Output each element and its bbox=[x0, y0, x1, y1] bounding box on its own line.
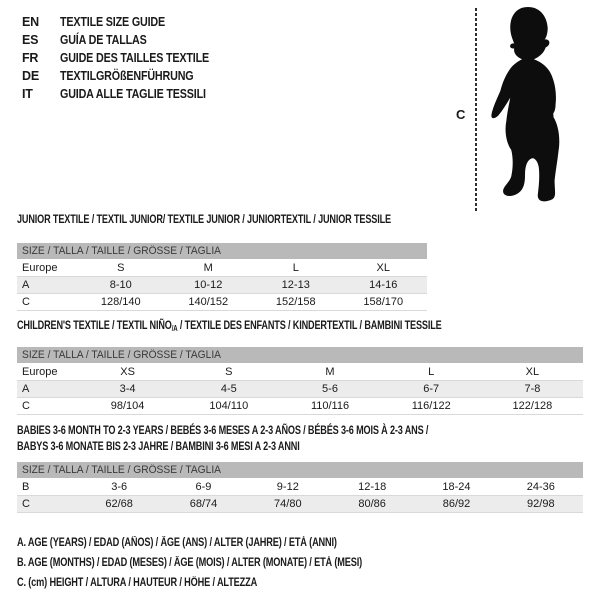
lang-code: IT bbox=[22, 87, 33, 101]
legend-age-months: B. AGE (MONTHS) / EDAD (MESES) / ÂGE (MOIS) / ALTER (MONATE) / ETÀ (MESI) bbox=[17, 557, 363, 569]
children-section-title bbox=[17, 317, 442, 337]
age-cell: 7-8 bbox=[524, 383, 541, 395]
lang-code: FR bbox=[22, 51, 39, 65]
row-label: Europe bbox=[22, 366, 58, 378]
height-cell: 68/74 bbox=[189, 498, 218, 510]
lang-row-de bbox=[22, 67, 233, 85]
height-cell: 98/104 bbox=[110, 400, 145, 412]
babies-title-line1: BABIES 3-6 MONTH TO 2-3 YEARS / BEBÉS 3-6 MESES A 2-3 AÑOS / BÉBÉS 3-6 MOIS À 2-3 ANS / bbox=[17, 423, 429, 437]
lang-code: EN bbox=[22, 15, 39, 29]
babies-section-title bbox=[17, 422, 428, 454]
height-cell: 116/122 bbox=[411, 400, 451, 412]
size-header-bar bbox=[17, 462, 583, 478]
lang-code: ES bbox=[22, 33, 39, 47]
babies-size-table bbox=[17, 462, 583, 513]
row-label: C bbox=[22, 400, 30, 412]
age-cell: 6-7 bbox=[423, 383, 440, 395]
children-title-text: CHILDREN'S TEXTILE / TEXTIL NIÑO bbox=[17, 318, 172, 332]
height-cell: 140/152 bbox=[188, 296, 229, 308]
age-cell: 5-6 bbox=[322, 383, 338, 395]
age-cell: 24-36 bbox=[526, 481, 555, 493]
size-header-label: SIZE / TALLA / TAILLE / GRÖSSE / TAGLIA bbox=[22, 349, 222, 361]
height-cell: 74/80 bbox=[274, 498, 302, 510]
children-title-text: / TEXTILE DES ENFANTS / KINDERTEXTIL / BAMBINI TESSILE bbox=[177, 318, 442, 332]
row-label: Europe bbox=[22, 262, 58, 274]
junior-section-title: JUNIOR TEXTILE / TEXTIL JUNIOR/ TEXTILE JUNIOR / JUNIORTEXTIL / JUNIOR TESSILE bbox=[17, 212, 391, 226]
size-cell: XS bbox=[120, 366, 135, 378]
size-cell: S bbox=[117, 262, 125, 274]
size-cell: L bbox=[428, 366, 435, 378]
height-cell: 92/98 bbox=[527, 498, 555, 510]
age-cell: 12-18 bbox=[358, 481, 387, 493]
legend-age-years: A. AGE (YEARS) / EDAD (AÑOS) / ÂGE (ANS) / ALTER (JAHRE) / ETÀ (ANNI) bbox=[17, 537, 337, 549]
size-cell: XL bbox=[525, 366, 540, 378]
row-label: A bbox=[22, 383, 30, 395]
table-row-age bbox=[17, 277, 427, 294]
height-cell: 62/68 bbox=[105, 498, 133, 510]
table-row-height bbox=[17, 294, 427, 311]
size-cell: S bbox=[225, 366, 233, 378]
junior-size-table bbox=[17, 243, 427, 311]
children-title-subscript: /A bbox=[171, 324, 178, 333]
age-cell: 14-16 bbox=[369, 279, 398, 291]
size-header-bar bbox=[17, 243, 427, 259]
height-cell: 86/92 bbox=[442, 498, 471, 510]
height-cell: 128/140 bbox=[100, 296, 141, 308]
table-row-height bbox=[17, 496, 583, 513]
age-cell: 3-6 bbox=[111, 481, 128, 493]
table-row-europe bbox=[17, 364, 583, 381]
age-cell: 18-24 bbox=[442, 481, 471, 493]
row-label: C bbox=[22, 498, 30, 510]
height-cell: 122/128 bbox=[512, 400, 553, 412]
lang-label: TEXTILE SIZE GUIDE bbox=[60, 15, 166, 29]
legend-block bbox=[17, 533, 448, 593]
size-header-label: SIZE / TALLA / TAILLE / GRÖSSE / TAGLIA bbox=[22, 245, 222, 257]
table-row-age bbox=[17, 381, 583, 398]
baby-silhouette bbox=[481, 7, 573, 209]
lang-label: GUÍA DE TALLAS bbox=[60, 33, 147, 47]
lang-row-es bbox=[22, 31, 233, 49]
height-measure-label: C bbox=[456, 107, 466, 122]
height-cell: 104/110 bbox=[209, 400, 249, 412]
age-cell: 4-5 bbox=[220, 383, 237, 395]
lang-row-en bbox=[22, 13, 233, 31]
table-row-height bbox=[17, 398, 583, 415]
lang-row-it bbox=[22, 85, 233, 103]
size-header-label: SIZE / TALLA / TAILLE / GRÖSSE / TAGLIA bbox=[22, 464, 222, 476]
size-cell: XL bbox=[376, 262, 390, 274]
language-title-block bbox=[22, 13, 233, 103]
height-cell: 110/116 bbox=[310, 400, 350, 412]
age-cell: 8-10 bbox=[109, 279, 132, 291]
lang-label: GUIDE DES TAILLES TEXTILE bbox=[60, 51, 210, 65]
children-size-table bbox=[17, 347, 583, 415]
size-cell: L bbox=[292, 262, 299, 274]
age-cell: 6-9 bbox=[195, 481, 212, 493]
height-cell: 158/170 bbox=[363, 296, 404, 308]
row-label: C bbox=[22, 296, 30, 308]
lang-code: DE bbox=[22, 69, 39, 83]
babies-title-line2: BABYS 3-6 MONATE BIS 2-3 JAHRE / BAMBINI 3-6 MESI A 2-3 ANNI bbox=[17, 439, 300, 453]
size-cell: M bbox=[325, 366, 335, 378]
table-row-europe bbox=[17, 260, 427, 277]
size-header-bar bbox=[17, 347, 583, 363]
age-cell: 12-13 bbox=[281, 279, 310, 291]
height-cell: 80/86 bbox=[358, 498, 386, 510]
lang-row-fr bbox=[22, 49, 233, 67]
age-cell: 9-12 bbox=[276, 481, 299, 493]
height-cell: 152/158 bbox=[275, 296, 316, 308]
age-cell: 3-4 bbox=[119, 383, 136, 395]
lang-label: TEXTILGRÖßENFÜHRUNG bbox=[60, 69, 194, 83]
row-label: B bbox=[22, 481, 30, 493]
lang-label: GUIDA ALLE TAGLIE TESSILI bbox=[60, 87, 206, 101]
row-label: A bbox=[22, 279, 30, 291]
height-measure-dashed-line bbox=[475, 8, 477, 213]
table-row-age-months bbox=[17, 479, 583, 496]
age-cell: 10-12 bbox=[194, 279, 223, 291]
size-cell: M bbox=[203, 262, 213, 274]
legend-height: C. (cm) HEIGHT / ALTURA / HAUTEUR / HÖHE / ALTEZZA bbox=[17, 577, 258, 589]
